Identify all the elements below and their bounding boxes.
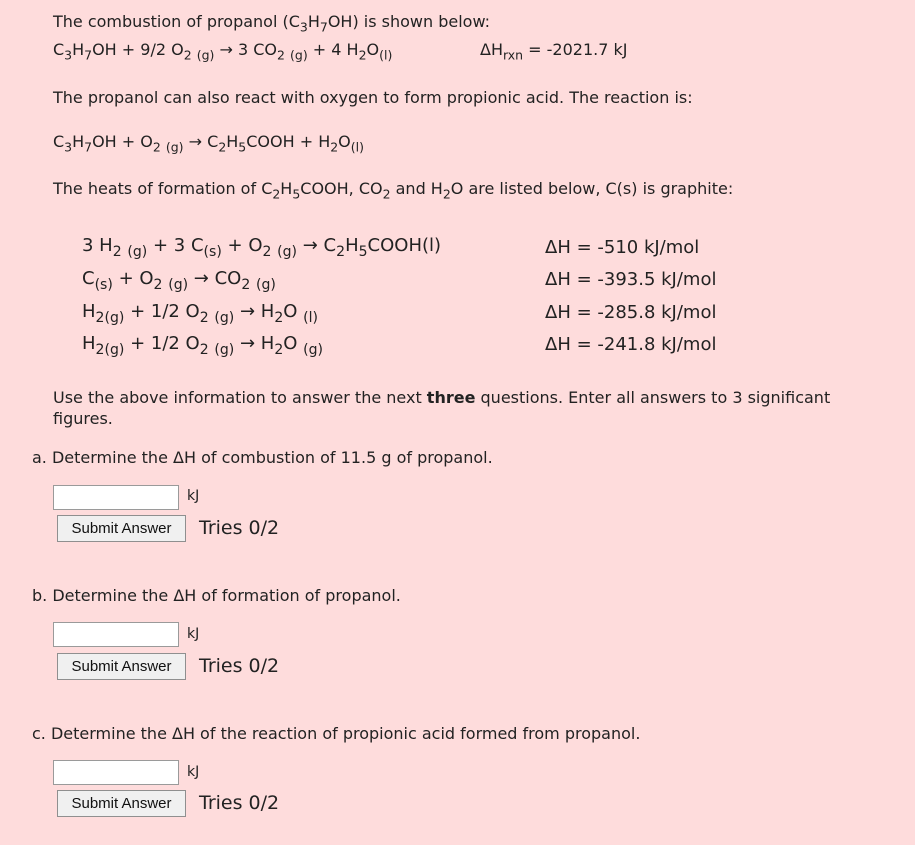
question-b-answer-input[interactable]	[53, 622, 179, 647]
heats-text-c: and H	[390, 179, 443, 198]
question-b-prompt: b. Determine the ΔH of formation of propanol.	[32, 586, 401, 605]
formation-value-co2: ΔH = -393.5 kJ/mol	[545, 269, 717, 290]
question-a-tries: Tries 0/2	[199, 517, 280, 539]
formation-value-h2o-gas: ΔH = -241.8 kJ/mol	[545, 334, 717, 355]
formation-equation-co2: $C_{(s)} + O_2$ $_{(g)} \to CO_2$ $_{(g)}$	[82, 268, 276, 293]
heats-text-b: COOH, CO	[300, 179, 383, 198]
question-c-submit-button[interactable]: Submit Answer	[57, 790, 186, 817]
heats-text-d: O are listed below, C(s) is graphite:	[450, 179, 734, 198]
instructions-text-2: questions. Enter all answers to 3 significant	[475, 388, 831, 407]
question-a-unit: kJ	[187, 488, 200, 504]
formation-equation-h2o-gas: $H_{2(g)} + 1/2$ $O_2$ $_{(g)} \to H_2O$ $_{(g)}$	[82, 333, 324, 358]
propionic-intro: The propanol can also react with oxygen to form propionic acid. The reaction is:	[53, 88, 693, 107]
question-a-submit-button[interactable]: Submit Answer	[57, 515, 186, 542]
question-b-submit-button[interactable]: Submit Answer	[57, 653, 186, 680]
formation-equation-propionic: 3 $H_2$ $_{(g)}$ + 3 $C_{(s)} + O_2$ $_{(g)} \to C_2H_5COOH(l)$	[82, 235, 442, 260]
combustion-equation: $C_3H_7OH + 9/2$ $O_2$ $_{(g)}$ → 3 $CO_2$ $_{(g)}$ + 4 $H_2O_{(l)}$	[53, 40, 393, 63]
combustion-enthalpy-value: = -2021.7 kJ	[528, 40, 628, 59]
instructions-text-1: Use the above information to answer the next	[53, 388, 427, 407]
formation-value-h2o-liquid: ΔH = -285.8 kJ/mol	[545, 302, 717, 323]
question-c-unit: kJ	[187, 764, 200, 780]
heats-text-a: The heats of formation of C	[53, 179, 273, 198]
combustion-intro: The combustion of propanol $(C_3H_7OH)$ is shown below:	[53, 12, 491, 35]
question-c-answer-input[interactable]	[53, 760, 179, 785]
formation-value-propionic: ΔH = -510 kJ/mol	[545, 237, 700, 258]
question-c-tries: Tries 0/2	[199, 792, 280, 814]
formation-equation-h2o-liquid: $H_{2(g)} + 1/2$ $O_2$ $_{(g)} \to H_2O$ $_{(l)}$	[82, 301, 319, 326]
question-a-answer-input[interactable]	[53, 485, 179, 510]
heats-intro: The heats of formation of $C_2H_5COOH$, $CO_2$ and $H_2O$ are listed below, C(s) is graphite:	[53, 179, 734, 202]
propionic-equation: $C_3H_7OH + O_2$ $_{(g)} \to C_2H_5COOH + H_2O_{(l)}$	[53, 132, 364, 155]
question-c-prompt: c. Determine the ΔH of the reaction of propionic acid formed from propanol.	[32, 724, 641, 743]
question-b-tries: Tries 0/2	[199, 655, 280, 677]
instructions-bold: three	[426, 388, 476, 407]
instructions-line-2: figures.	[53, 409, 113, 428]
question-b-unit: kJ	[187, 626, 200, 642]
instructions-line-1	[53, 388, 830, 407]
combustion-enthalpy: $\Delta H_{rxn} = -2021.7$ kJ	[480, 40, 628, 63]
question-a-prompt: a. Determine the ΔH of combustion of 11.5 g of propanol.	[32, 448, 493, 467]
